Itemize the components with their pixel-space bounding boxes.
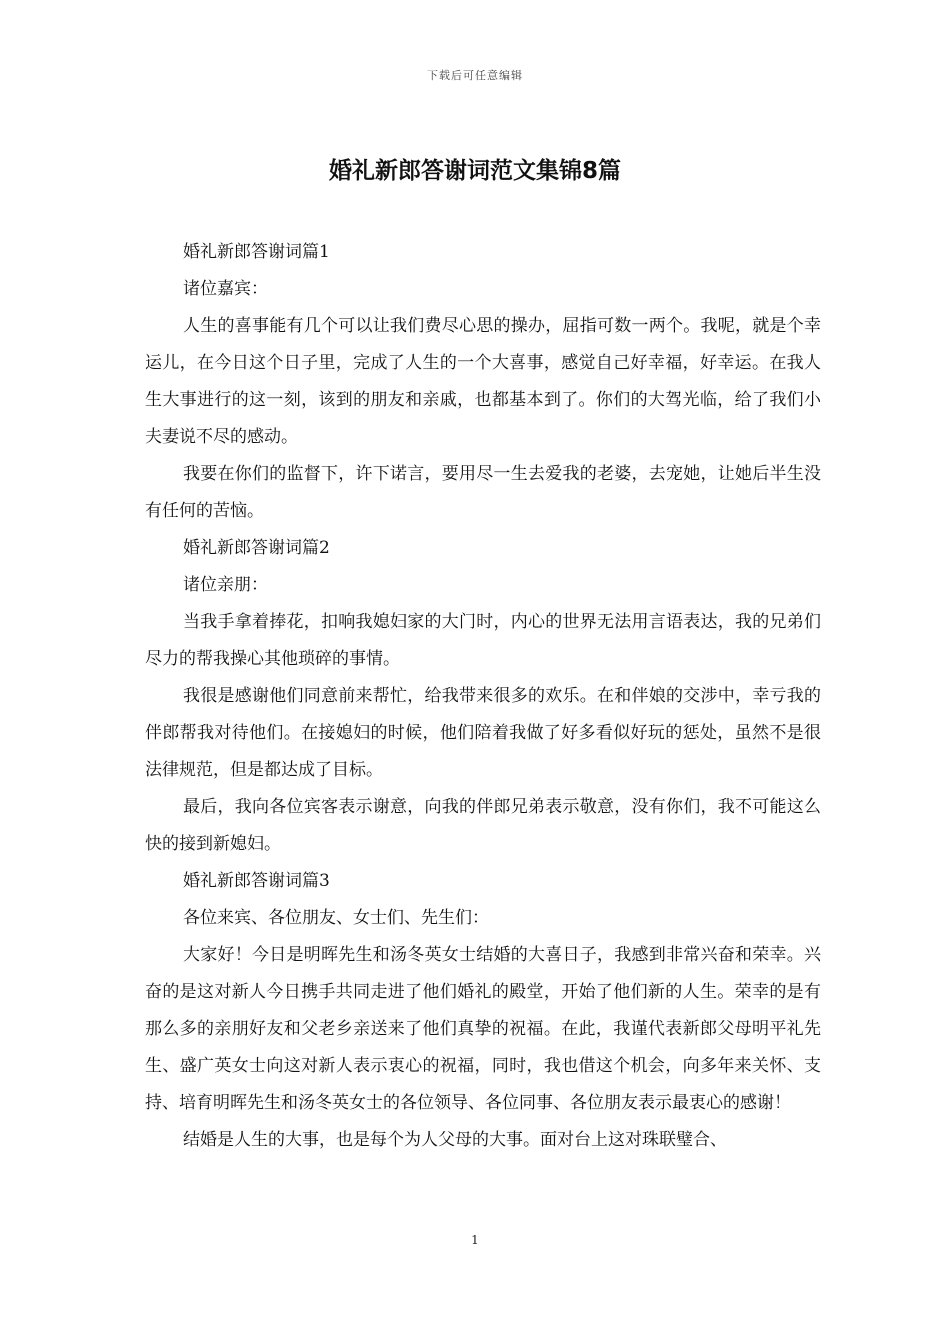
body-paragraph: 当我手拿着捧花，扣响我媳妇家的大门时，内心的世界无法用言语表达，我的兄弟们尽力的帮我操心其他琐碎的事情。	[145, 612, 821, 669]
body-paragraph: 我要在你们的监督下，许下诺言，要用尽一生去爱我的老婆，去宠她，让她后半生没有任何的苦恼。	[145, 464, 821, 521]
header-note: 下载后可任意编辑	[427, 69, 523, 82]
salutation-2: 诸位亲朋：	[183, 575, 268, 595]
salutation-3: 各位来宾、各位朋友、女士们、先生们：	[183, 908, 489, 928]
body-paragraph: 我很是感谢他们同意前来帮忙，给我带来很多的欢乐。在和伴娘的交涉中，幸亏我的伴郎帮我对待他们。在接媳妇的时候，他们陪着我做了好多看似好玩的惩处，虽然不是很法律规范，但是都达成了目标。	[145, 686, 821, 780]
salutation-1: 诸位嘉宾：	[183, 279, 268, 299]
body-paragraph: 大家好！今日是明晖先生和汤冬英女士结婚的大喜日子，我感到非常兴奋和荣幸。兴奋的是这对新人今日携手共同走进了他们婚礼的殿堂，开始了他们新的人生。荣幸的是有那么多的亲朋好友和父老乡亲送来了他们真挚的祝福。在此，我谨代表新郎父母明平礼先生、盛广英女士向这对新人表示衷心的祝福，同时，我也借这个机会，向多年来关怀、支持、培育明晖先生和汤冬英女士的各位领导、各位同事、各位朋友表示最衷心的感谢！	[145, 945, 821, 1113]
document-title: 婚礼新郎答谢词范文集锦8篇	[328, 158, 621, 184]
section-heading-2: 婚礼新郎答谢词篇2	[183, 538, 330, 558]
body-paragraph: 结婚是人生的大事，也是每个为人父母的大事。面对台上这对珠联璧合、	[183, 1130, 727, 1150]
body-paragraph: 人生的喜事能有几个可以让我们费尽心思的操办，屈指可数一两个。我呢，就是个幸运儿，在今日这个日子里，完成了人生的一个大喜事，感觉自己好幸福，好幸运。在我人生大事进行的这一刻，该到的朋友和亲戚，也都基本到了。你们的大驾光临，给了我们小夫妻说不尽的感动。	[145, 316, 821, 447]
section-heading-3: 婚礼新郎答谢词篇3	[183, 871, 330, 891]
page-number: 1	[471, 1233, 479, 1247]
document-body	[145, 234, 821, 1159]
section-heading-1: 婚礼新郎答谢词篇1	[183, 242, 330, 262]
body-paragraph: 最后，我向各位宾客表示谢意，向我的伴郎兄弟表示敬意，没有你们，我不可能这么快的接到新媳妇。	[145, 797, 821, 854]
